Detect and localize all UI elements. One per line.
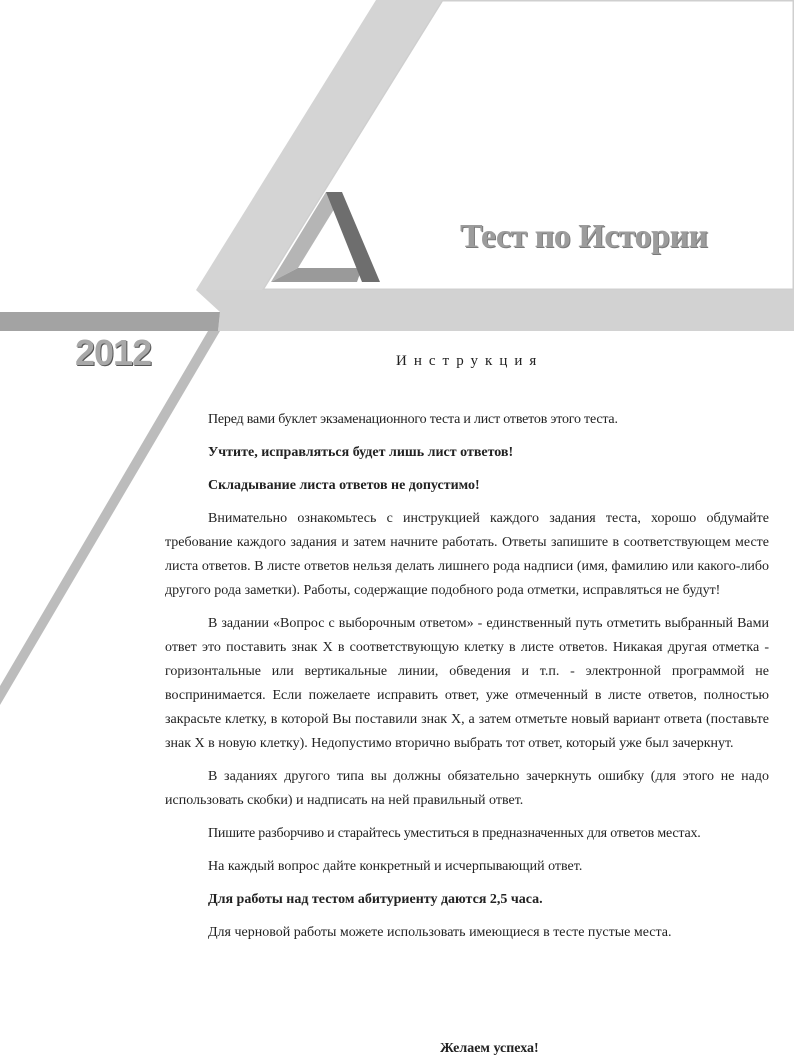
multiple-choice-instructions-paragraph: В задании «Вопрос с выборочным ответом» - единственный путь отметить выбранный Вами ответ это поставить знак X в соответствующую клетку в листе ответов. Никакая другая отметка - горизонтальные или вертикальные линии, обведения и т.п. - электронной программой не воспринимается. Если пожелаете исправить ответ, уже отмеченный в листе ответов, полностью закрасьте клетку, в которой Вы поставили знак X, а затем отметьте новый вариант ответа (поставьте знак X в новую клетку). Недопустимо вторично выбрать тот ответ, который уже был зачеркнут. (165, 616, 769, 751)
general-instructions-paragraph: Внимательно ознакомьтесь с инструкцией каждого задания теста, хорошо обдумайте требование каждого задания и затем начните работать. Ответы запишите в соответствующем месте листа ответов. В листе ответов нельзя делать лишнего рода надписи (имя, фамилию или какого-либо другого рода заметки). Работы, содержащие подобного рода отметки, исправляться не будут! (165, 511, 769, 598)
horizontal-band-dark (0, 312, 220, 331)
instruction-body (165, 408, 769, 954)
horizontal-band-light (196, 290, 794, 331)
answer-completeness-paragraph: На каждый вопрос дайте конкретный и исчерпывающий ответ. (208, 859, 583, 874)
warning-no-folding: Складывание листа ответов не допустимо! (208, 478, 480, 493)
legibility-paragraph: Пишите разборчиво и старайтесь уместиться в предназначенных для ответов местах. (208, 826, 701, 841)
time-limit-paragraph: Для работы над тестом абитуриенту даются 2,5 часа. (208, 892, 543, 907)
closing-wish: Желаем успеха! (440, 1041, 539, 1056)
warning-answer-sheet: Учтите, исправляться будет лишь лист ответов! (208, 445, 514, 460)
other-tasks-instructions-paragraph: В заданиях другого типа вы должны обязательно зачеркнуть ошибку (для этого не надо использовать скобки) и надписать на ней правильный ответ. (165, 769, 769, 808)
intro-paragraph: Перед вами буклет экзаменационного теста и лист ответов этого теста. (208, 412, 618, 427)
page-title: Тест по Истории (460, 218, 708, 255)
instruction-heading: Инструкция (396, 353, 544, 369)
year-label: 2012 (75, 332, 152, 373)
draft-space-paragraph: Для черновой работы можете использовать имеющиеся в тесте пустые места. (208, 925, 672, 940)
